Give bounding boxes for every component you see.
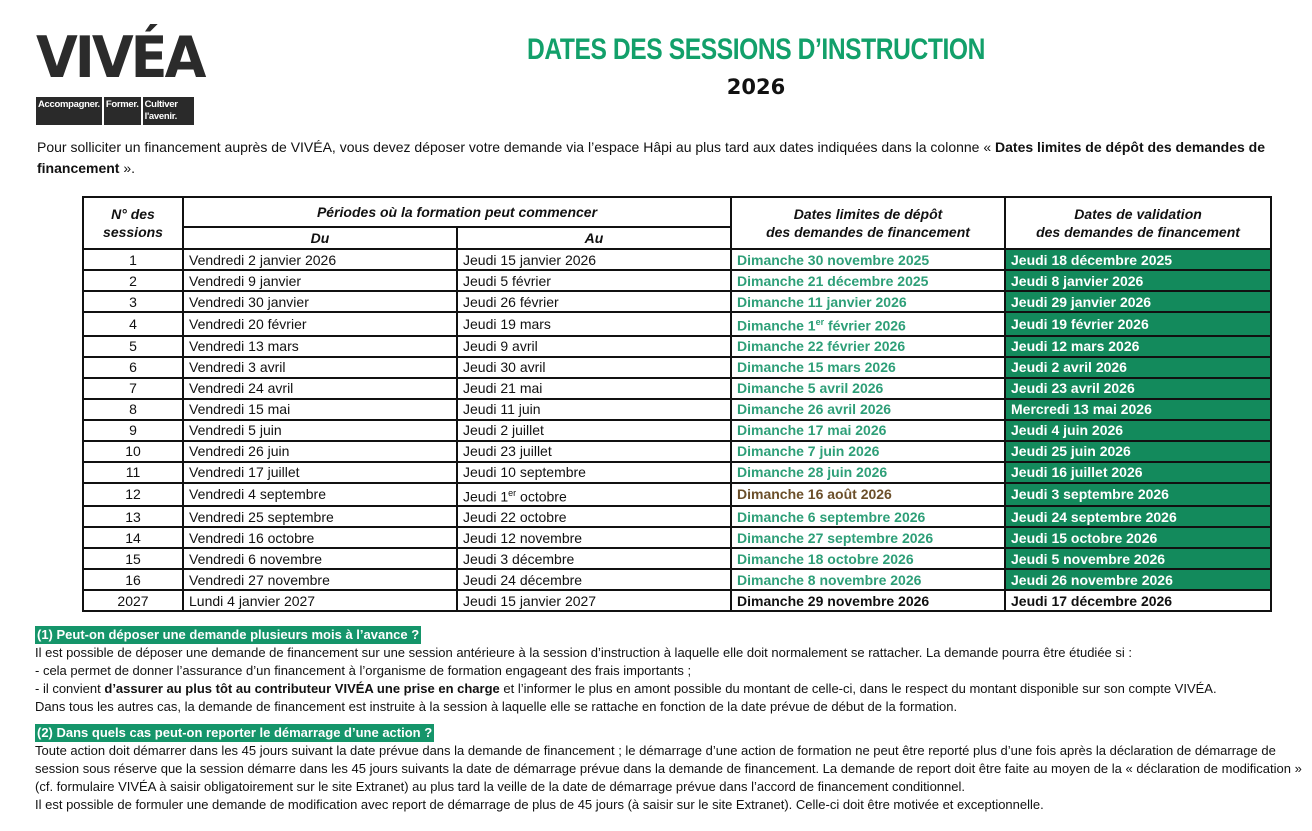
table-row	[83, 291, 1271, 312]
logo-wordmark: VIVÉA	[36, 24, 204, 91]
deadline-cell: Dimanche 5 avril 2026	[731, 378, 1005, 399]
start-from-cell: Vendredi 9 janvier	[183, 270, 457, 291]
deadline-cell: Dimanche 28 juin 2026	[731, 462, 1005, 483]
session-number-cell: 8	[83, 399, 183, 420]
validation-cell: Jeudi 5 novembre 2026	[1005, 548, 1271, 569]
header-validation: Dates de validation des demandes de financement	[1005, 197, 1271, 249]
validation-cell: Jeudi 12 mars 2026	[1005, 336, 1271, 357]
deadline-cell: Dimanche 27 septembre 2026	[731, 527, 1005, 548]
table-row	[83, 378, 1271, 399]
session-number-cell: 11	[83, 462, 183, 483]
session-number-cell: 13	[83, 506, 183, 527]
validation-cell: Jeudi 26 novembre 2026	[1005, 569, 1271, 590]
validation-cell: Jeudi 23 avril 2026	[1005, 378, 1271, 399]
deadline-cell: Dimanche 1er février 2026	[731, 312, 1005, 336]
start-from-cell: Vendredi 30 janvier	[183, 291, 457, 312]
start-to-cell: Jeudi 23 juillet	[457, 441, 731, 462]
start-from-cell: Vendredi 20 février	[183, 312, 457, 336]
start-from-cell: Lundi 4 janvier 2027	[183, 590, 457, 611]
deadline-cell: Dimanche 17 mai 2026	[731, 420, 1005, 441]
start-from-cell: Vendredi 26 juin	[183, 441, 457, 462]
start-to-cell: Jeudi 30 avril	[457, 357, 731, 378]
start-to-cell: Jeudi 22 octobre	[457, 506, 731, 527]
deadline-cell: Dimanche 26 avril 2026	[731, 399, 1005, 420]
start-to-cell: Jeudi 19 mars	[457, 312, 731, 336]
header-deadline: Dates limites de dépôt des demandes de financement	[731, 197, 1005, 249]
table-row	[83, 569, 1271, 590]
session-number-cell: 7	[83, 378, 183, 399]
start-from-cell: Vendredi 27 novembre	[183, 569, 457, 590]
page-header	[0, 32, 1312, 100]
start-to-cell: Jeudi 24 décembre	[457, 569, 731, 590]
sessions-table	[82, 196, 1272, 612]
table-row	[83, 441, 1271, 462]
table-row	[83, 270, 1271, 291]
start-from-cell: Vendredi 5 juin	[183, 420, 457, 441]
session-number-cell: 12	[83, 483, 183, 507]
deadline-cell: Dimanche 22 février 2026	[731, 336, 1005, 357]
page-year: 2026	[726, 75, 786, 99]
start-from-cell: Vendredi 6 novembre	[183, 548, 457, 569]
note-line: Il est possible de formuler une demande de modification avec report de démarrage de plus de 45 jours (à saisir sur le site Extranet). Celle-ci doit être motivée et exceptionnelle.	[35, 797, 1044, 812]
table-row	[83, 483, 1271, 507]
session-number-cell: 10	[83, 441, 183, 462]
note-advance-filing	[35, 626, 1305, 716]
start-to-cell: Jeudi 3 décembre	[457, 548, 731, 569]
start-from-cell: Vendredi 15 mai	[183, 399, 457, 420]
start-to-cell: Jeudi 21 mai	[457, 378, 731, 399]
deadline-cell: Dimanche 21 décembre 2025	[731, 270, 1005, 291]
validation-cell: Jeudi 18 décembre 2025	[1005, 249, 1271, 270]
note-line: - il convient d’assurer au plus tôt au contributeur VIVÉA une prise en charge et l’informer le plus en amont possible du montant de celle-ci, dans le respect du montant disponible sur son compte VIVÉA.	[35, 681, 1217, 696]
session-number-cell: 4	[83, 312, 183, 336]
session-number-cell: 2027	[83, 590, 183, 611]
table-row	[83, 249, 1271, 270]
session-number-cell: 9	[83, 420, 183, 441]
deadline-cell: Dimanche 7 juin 2026	[731, 441, 1005, 462]
table-row	[83, 548, 1271, 569]
start-to-cell: Jeudi 5 février	[457, 270, 731, 291]
tagline-part: Accompagner.	[36, 97, 102, 125]
deadline-cell: Dimanche 6 septembre 2026	[731, 506, 1005, 527]
deadline-cell: Dimanche 30 novembre 2025	[731, 249, 1005, 270]
validation-cell: Jeudi 4 juin 2026	[1005, 420, 1271, 441]
validation-cell: Jeudi 3 septembre 2026	[1005, 483, 1271, 507]
validation-cell: Jeudi 25 juin 2026	[1005, 441, 1271, 462]
start-to-cell: Jeudi 11 juin	[457, 399, 731, 420]
validation-cell: Jeudi 2 avril 2026	[1005, 357, 1271, 378]
note-line: - cela permet de donner l’assurance d’un financement à l’organisme de formation engageant des frais importants ;	[35, 663, 692, 678]
table-row	[83, 357, 1271, 378]
session-number-cell: 16	[83, 569, 183, 590]
intro-end: ».	[119, 160, 136, 176]
start-to-cell: Jeudi 26 février	[457, 291, 731, 312]
start-from-cell: Vendredi 3 avril	[183, 357, 457, 378]
start-from-cell: Vendredi 16 octobre	[183, 527, 457, 548]
start-from-cell: Vendredi 4 septembre	[183, 483, 457, 507]
session-number-cell: 3	[83, 291, 183, 312]
logo-tagline	[36, 97, 194, 125]
validation-cell: Jeudi 17 décembre 2026	[1005, 590, 1271, 611]
start-from-cell: Vendredi 2 janvier 2026	[183, 249, 457, 270]
session-number-cell: 1	[83, 249, 183, 270]
start-to-cell: Jeudi 15 janvier 2027	[457, 590, 731, 611]
note-title: (1) Peut-on déposer une demande plusieurs mois à l’avance ?	[37, 627, 420, 642]
header-session-number: N° des sessions	[83, 197, 183, 249]
start-to-cell: Jeudi 9 avril	[457, 336, 731, 357]
note-postpone-start	[35, 724, 1305, 814]
intro-bold: Dates limites de dépôt des demandes de financement	[37, 139, 1266, 176]
table-row	[83, 506, 1271, 527]
validation-cell: Jeudi 8 janvier 2026	[1005, 270, 1271, 291]
start-to-cell: Jeudi 12 novembre	[457, 527, 731, 548]
validation-cell: Jeudi 29 janvier 2026	[1005, 291, 1271, 312]
deadline-cell: Dimanche 18 octobre 2026	[731, 548, 1005, 569]
table-row	[83, 527, 1271, 548]
note-line: Il est possible de déposer une demande de financement sur une session antérieure à la session d’instruction à laquelle elle doit normalement se rattacher. La demande pourra être étudiée si :	[35, 645, 1133, 660]
table-row	[83, 336, 1271, 357]
note-line: Toute action doit démarrer dans les 45 jours suivant la date prévue dans la demande de financement ; le démarrage d’une action de formation ne peut être reporté plus d’une fois après la déclaration de démarrage de session sous réserve que la session démarre dans les 45 jours suivants la date de démarrage prévue dans la demande de financement. La demande de report doit être faite au moyen de la « déclaration de modification » (cf. formulaire VIVÉA à saisir obligatoirement sur le site Extranet) au plus tard la veille de la date de démarrage prévue dans l’accord de financement conditionnel.	[35, 743, 1302, 794]
start-to-cell: Jeudi 1er octobre	[457, 483, 731, 507]
session-number-cell: 15	[83, 548, 183, 569]
session-number-cell: 6	[83, 357, 183, 378]
start-from-cell: Vendredi 25 septembre	[183, 506, 457, 527]
table-row	[83, 462, 1271, 483]
intro-text: Pour solliciter un financement auprès de VIVÉA, vous devez déposer votre demande via l’espace Hâpi au plus tard aux dates indiquées dans la colonne «	[37, 139, 996, 155]
deadline-cell: Dimanche 16 août 2026	[731, 483, 1005, 507]
table-row	[83, 420, 1271, 441]
validation-cell: Jeudi 19 février 2026	[1005, 312, 1271, 336]
start-from-cell: Vendredi 13 mars	[183, 336, 457, 357]
table-row	[83, 590, 1271, 611]
start-to-cell: Jeudi 10 septembre	[457, 462, 731, 483]
session-number-cell: 5	[83, 336, 183, 357]
start-to-cell: Jeudi 2 juillet	[457, 420, 731, 441]
validation-cell: Jeudi 24 septembre 2026	[1005, 506, 1271, 527]
table-row	[83, 312, 1271, 336]
note-line: Dans tous les autres cas, la demande de financement est instruite à la session à laquelle elle se rattache en fonction de la date prévue de début de la formation.	[35, 699, 958, 714]
header-du: Du	[183, 227, 457, 249]
deadline-cell: Dimanche 29 novembre 2026	[731, 590, 1005, 611]
intro-paragraph	[37, 137, 1287, 179]
validation-cell: Jeudi 15 octobre 2026	[1005, 527, 1271, 548]
tagline-part: Former.	[104, 97, 141, 125]
deadline-cell: Dimanche 15 mars 2026	[731, 357, 1005, 378]
page-title: DATES DES SESSIONS D’INSTRUCTION	[527, 33, 985, 66]
table-row	[83, 399, 1271, 420]
session-number-cell: 2	[83, 270, 183, 291]
validation-cell: Mercredi 13 mai 2026	[1005, 399, 1271, 420]
start-from-cell: Vendredi 17 juillet	[183, 462, 457, 483]
deadline-cell: Dimanche 8 novembre 2026	[731, 569, 1005, 590]
start-to-cell: Jeudi 15 janvier 2026	[457, 249, 731, 270]
validation-cell: Jeudi 16 juillet 2026	[1005, 462, 1271, 483]
header-period: Périodes où la formation peut commencer	[183, 197, 731, 227]
note-title: (2) Dans quels cas peut-on reporter le démarrage d’une action ?	[37, 725, 433, 740]
header-au: Au	[457, 227, 731, 249]
deadline-cell: Dimanche 11 janvier 2026	[731, 291, 1005, 312]
session-number-cell: 14	[83, 527, 183, 548]
start-from-cell: Vendredi 24 avril	[183, 378, 457, 399]
tagline-part: Cultiver l'avenir.	[143, 97, 194, 125]
